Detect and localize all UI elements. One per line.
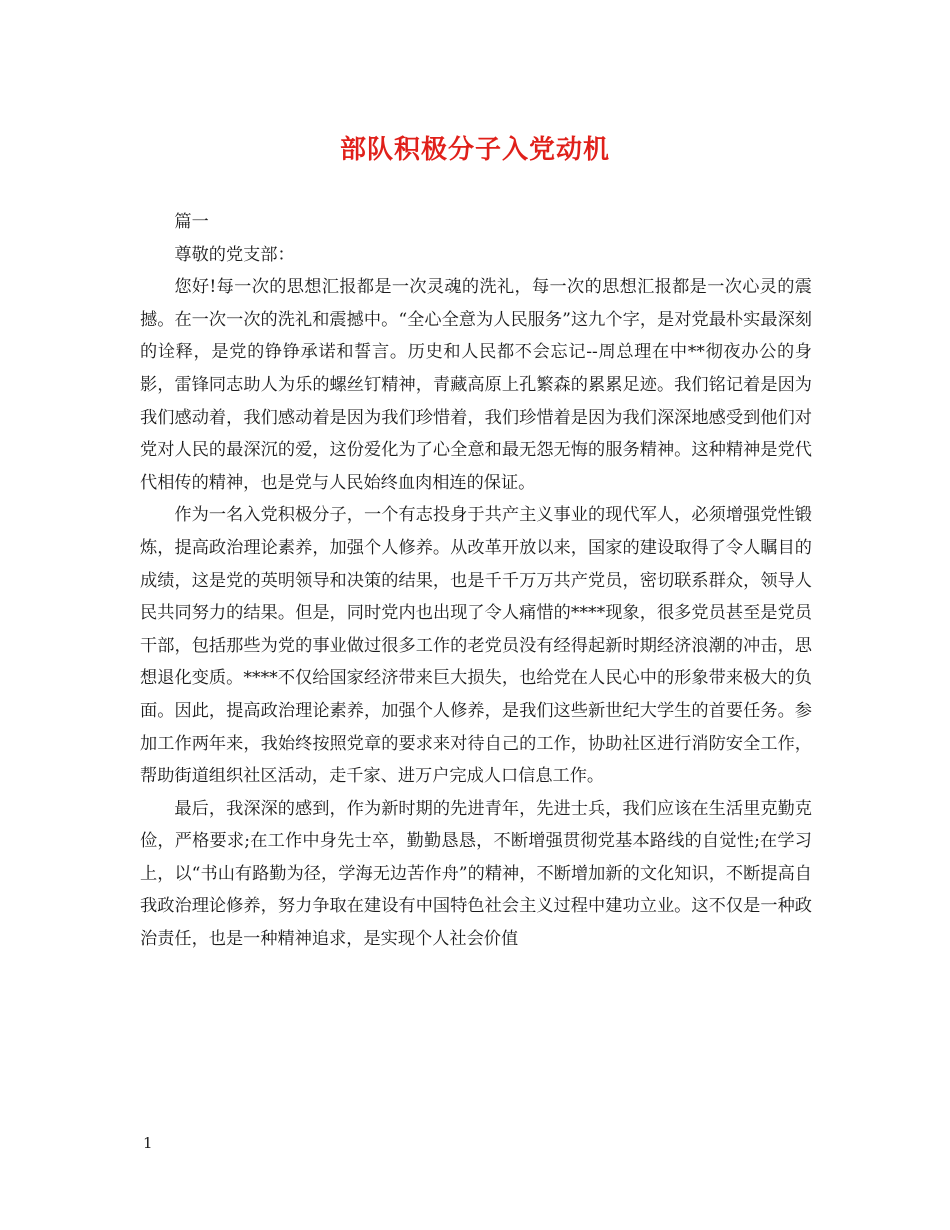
document-body [140, 206, 812, 956]
paragraph-2: 作为一名入党积极分子，一个有志投身于共产主义事业的现代军人，必须增强党性锻炼，提高政治理论素养，加强个人修养。从改革开放以来，国家的建设取得了令人瞩目的成绩，这是党的英明领导和决策的结果，也是千千万万共产党员，密切联系群众，领导人民共同努力的结果。但是，同时党内也出现了令人痛惜的****现象，很多党员甚至是党员干部，包括那些为党的事业做过很多工作的老党员没有经得起新时期经济浪潮的冲击，思想退化变质。****不仅给国家经济带来巨大损失，也给党在人民心中的形象带来极大的负面。因此，提高政治理论素养，加强个人修养，是我们这些新世纪大学生的首要任务。参加工作两年来，我始终按照党章的要求来对待自己的工作，协助社区进行消防安全工作，帮助街道组织社区活动，走千家、进万户完成人口信息工作。 [140, 505, 812, 787]
paragraph-1: 您好!每一次的思想汇报都是一次灵魂的洗礼，每一次的思想汇报都是一次心灵的震撼。在一次一次的洗礼和震撼中。“全心全意为人民服务”这九个字，是对党最朴实最深刻的诠释，是党的铮铮承诺和誓言。历史和人民都不会忘记--周总理在中**彻夜办公的身影，雷锋同志助人为乐的螺丝钉精神，青藏高原上孔繁森的累累足迹。我们铭记着是因为我们感动着，我们感动着是因为我们珍惜着，我们珍惜着是因为我们深深地感受到他们对党对人民的最深沉的爱，这份爱化为了心全意和最无怨无悔的服务精神。这种精神是党代代相传的精神，也是党与人民始终血肉相连的保证。 [140, 277, 812, 493]
section-heading: 篇一 [174, 212, 209, 232]
page-number: 1 [143, 1134, 153, 1152]
paragraph-3: 最后，我深深的感到，作为新时期的先进青年，先进士兵，我们应该在生活里克勤克俭，严格要求;在工作中身先士卒，勤勤恳恳，不断增强贯彻党基本路线的自觉性;在学习上，以“书山有路勤为径，学海无边苦作舟”的精神，不断增加新的文化知识，不断提高自我政治理论修养，努力争取在建设有中国特色社会主义过程中建功立业。这不仅是一种政治责任，也是一种精神追求，是实现个人社会价值 [140, 798, 812, 950]
salutation: 尊敬的党支部： [174, 244, 295, 265]
document-title: 部队积极分子入党动机 [339, 135, 610, 165]
